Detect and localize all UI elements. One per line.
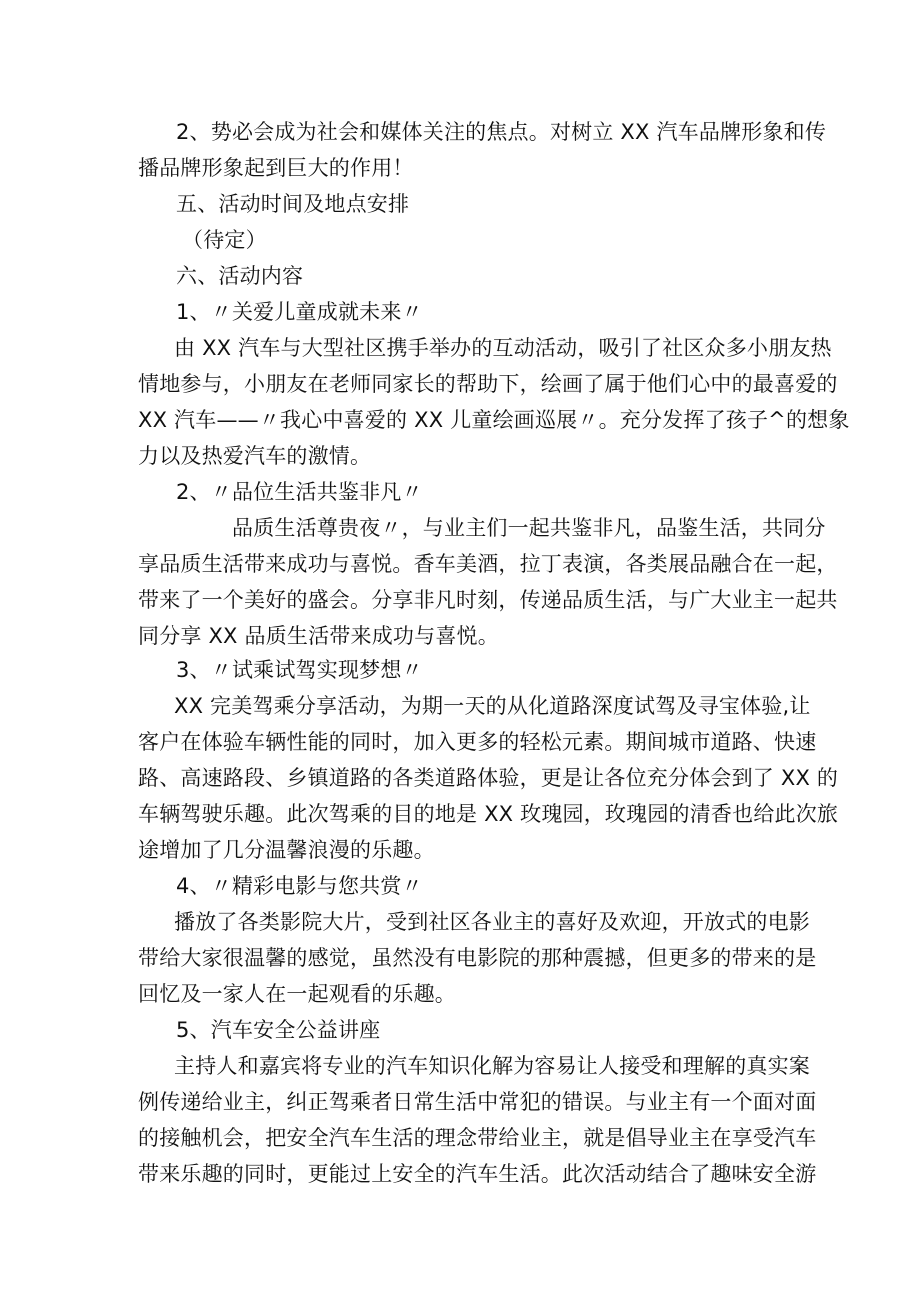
paragraph-line: 带来了一个美好的盛会。分享非凡时刻，传递品质生活，与广大业主一起共 bbox=[138, 588, 838, 612]
subheading: 4、〃精彩电影与您共赏〃 bbox=[176, 874, 423, 898]
paragraph-line: XX 完美驾乘分享活动，为期一天的从化道路深度试驾及寻宝体验,让 bbox=[174, 694, 811, 718]
paragraph-line: 同分享 XX 品质生活带来成功与喜悦。 bbox=[138, 624, 499, 648]
paragraph-line: 途增加了几分温馨浪漫的乐趣。 bbox=[138, 838, 435, 862]
subheading: 2、〃品位生活共鉴非凡〃 bbox=[176, 480, 423, 504]
paragraph-line: 力以及热爱汽车的激情。 bbox=[138, 444, 372, 468]
paragraph-line: 2、势必会成为社会和媒体关注的焦点。对树立 XX 汽车品牌形象和传 bbox=[176, 120, 827, 144]
paragraph-line: 主持人和嘉宾将专业的汽车知识化解为容易让人接受和理解的真实案 bbox=[174, 1054, 810, 1078]
paragraph-line: 品质生活尊贵夜〃，与业主们一起共鉴非凡，品鉴生活，共同分 bbox=[232, 516, 826, 540]
paragraph-line: 带来乐趣的同时，更能过上安全的汽车生活。此次活动结合了趣味安全游 bbox=[138, 1162, 817, 1186]
section-heading: 五、活动时间及地点安排 bbox=[176, 192, 410, 216]
paragraph-line: 车辆驾驶乐趣。此次驾乘的目的地是 XX 玫瑰园，玫瑰园的清香也给此次旅 bbox=[138, 802, 839, 826]
paragraph-line: 带给大家很温馨的感觉，虽然没有电影院的那种震撼，但更多的带来的是 bbox=[138, 946, 817, 970]
paragraph-line: 由 XX 汽车与大型社区携手举办的互动活动，吸引了社区众多小朋友热 bbox=[174, 336, 832, 360]
subheading: 1、〃关爱儿童成就未来〃 bbox=[176, 300, 423, 324]
subheading: 5、汽车安全公益讲座 bbox=[176, 1018, 381, 1042]
section-heading: 六、活动内容 bbox=[176, 264, 304, 288]
paragraph-line: 情地参与，小朋友在老师同家长的帮助下，绘画了属于他们心中的最喜爱的 bbox=[138, 372, 838, 396]
paragraph-line: 播放了各类影院大片，受到社区各业主的喜好及欢迎，开放式的电影 bbox=[174, 910, 810, 934]
paragraph-line: XX 汽车——〃我心中喜爱的 XX 儿童绘画巡展〃。充分发挥了孩子^的想象 bbox=[138, 408, 850, 432]
paragraph-line: 播品牌形象起到巨大的作用！ bbox=[138, 156, 414, 180]
paragraph-line: 例传递给业主，纠正驾乘者日常生活中常犯的错误。与业主有一个面对面 bbox=[138, 1090, 817, 1114]
paragraph-line: （待定） bbox=[182, 228, 267, 252]
paragraph-line: 回忆及一家人在一起观看的乐趣。 bbox=[138, 982, 456, 1006]
subheading: 3、〃试乘试驾实现梦想〃 bbox=[176, 658, 423, 682]
paragraph-line: 享品质生活带来成功与喜悦。香车美酒，拉丁表演，各类展品融合在一起， bbox=[138, 552, 838, 576]
paragraph-line: 路、高速路段、乡镇道路的各类道路体验，更是让各位充分体会到了 XX 的 bbox=[138, 766, 839, 790]
paragraph-line: 的接触机会，把安全汽车生活的理念带给业主，就是倡导业主在享受汽车 bbox=[138, 1126, 817, 1150]
paragraph-line: 客户在体验车辆性能的同时，加入更多的轻松元素。期间城市道路、快速 bbox=[138, 730, 817, 754]
